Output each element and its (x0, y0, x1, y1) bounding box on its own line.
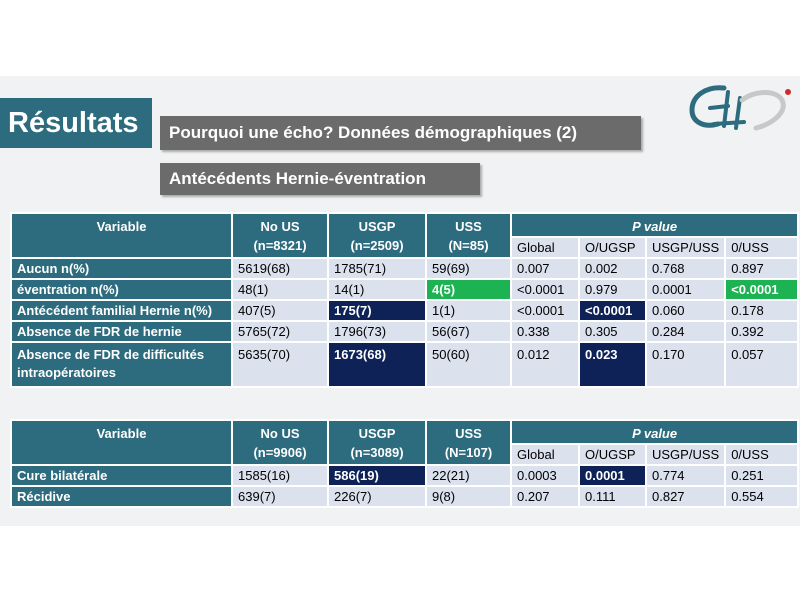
table-row (11, 279, 798, 300)
cell: 0.305 (579, 321, 646, 342)
cell-highlight: <0.0001 (579, 300, 646, 321)
header-usgp: USGP (n=2509) (328, 213, 426, 258)
row-label: Absence de FDR de hernie (11, 321, 232, 342)
cell: 5635(70) (232, 342, 328, 387)
subheader-o-ugsp: O/UGSP (579, 444, 646, 465)
cell: 0.827 (646, 486, 725, 507)
subheader-usgp-uss: USGP/USS (646, 444, 725, 465)
cell: 0.178 (725, 300, 798, 321)
cell-highlight: 0.023 (579, 342, 646, 387)
row-label: Cure bilatérale (11, 465, 232, 486)
table-row (11, 300, 798, 321)
cell-highlight: 1673(68) (328, 342, 426, 387)
results-table-1 (10, 212, 799, 388)
cell: 0.0003 (511, 465, 579, 486)
header-variable: Variable (11, 213, 232, 258)
subheader-global: Global (511, 237, 579, 258)
table-row (11, 342, 798, 387)
cell: 0.897 (725, 258, 798, 279)
cell: 1785(71) (328, 258, 426, 279)
cell: 1(1) (426, 300, 511, 321)
cell: <0.0001 (511, 279, 579, 300)
cell: 5619(68) (232, 258, 328, 279)
row-label: Récidive (11, 486, 232, 507)
cell-highlight: 0.0001 (579, 465, 646, 486)
cell: 0.774 (646, 465, 725, 486)
cell: <0.0001 (511, 300, 579, 321)
cell: 226(7) (328, 486, 426, 507)
header-p-value: P value (511, 213, 798, 237)
cell: 0.554 (725, 486, 798, 507)
subheader-o-ugsp: O/UGSP (579, 237, 646, 258)
header-no-us: No US (n=8321) (232, 213, 328, 258)
cell: 56(67) (426, 321, 511, 342)
table-row (11, 258, 798, 279)
cell: 0.979 (579, 279, 646, 300)
header-usgp: USGP (n=3089) (328, 420, 426, 465)
table-row (11, 321, 798, 342)
cell: 0.768 (646, 258, 725, 279)
header-no-us: No US (n=9906) (232, 420, 328, 465)
cell-highlight: <0.0001 (725, 279, 798, 300)
header-uss: USS (N=107) (426, 420, 511, 465)
subtitle-antecedents: Antécédents Hernie-éventration (160, 163, 480, 195)
subheader-usgp-uss: USGP/USS (646, 237, 725, 258)
cell: 22(21) (426, 465, 511, 486)
page-title: Résultats (0, 98, 152, 148)
hospital-logo (684, 78, 794, 134)
cell: 0.0001 (646, 279, 725, 300)
cell: 0.392 (725, 321, 798, 342)
cell: 59(69) (426, 258, 511, 279)
cell: 0.251 (725, 465, 798, 486)
cell: 407(5) (232, 300, 328, 321)
cell: 0.170 (646, 342, 725, 387)
cell: 1796(73) (328, 321, 426, 342)
cell: 0.207 (511, 486, 579, 507)
cell: 0.002 (579, 258, 646, 279)
cell: 9(8) (426, 486, 511, 507)
row-label: éventration n(%) (11, 279, 232, 300)
row-label: Aucun n(%) (11, 258, 232, 279)
subheader-global: Global (511, 444, 579, 465)
cell: 0.338 (511, 321, 579, 342)
results-table-2 (10, 419, 799, 508)
cell: 0.060 (646, 300, 725, 321)
subheader-0-uss: 0/USS (725, 237, 798, 258)
cell: 5765(72) (232, 321, 328, 342)
cell-highlight: 586(19) (328, 465, 426, 486)
cell: 14(1) (328, 279, 426, 300)
cell: 1585(16) (232, 465, 328, 486)
cell: 0.111 (579, 486, 646, 507)
table-row (11, 486, 798, 507)
subtitle-demographics: Pourquoi une écho? Données démographiques (2) (160, 116, 641, 150)
row-label: Antécédent familial Hernie n(%) (11, 300, 232, 321)
cell: 50(60) (426, 342, 511, 387)
header-p-value: P value (511, 420, 798, 444)
cell: 639(7) (232, 486, 328, 507)
cell: 0.007 (511, 258, 579, 279)
header-uss: USS (N=85) (426, 213, 511, 258)
cell-highlight: 4(5) (426, 279, 511, 300)
table-row (11, 465, 798, 486)
row-label: Absence de FDR de difficultés intraopératoires (11, 342, 232, 387)
cell: 0.012 (511, 342, 579, 387)
cell-highlight: 175(7) (328, 300, 426, 321)
cell: 48(1) (232, 279, 328, 300)
header-variable: Variable (11, 420, 232, 465)
subheader-0-uss: 0/USS (725, 444, 798, 465)
cell: 0.057 (725, 342, 798, 387)
cell: 0.284 (646, 321, 725, 342)
